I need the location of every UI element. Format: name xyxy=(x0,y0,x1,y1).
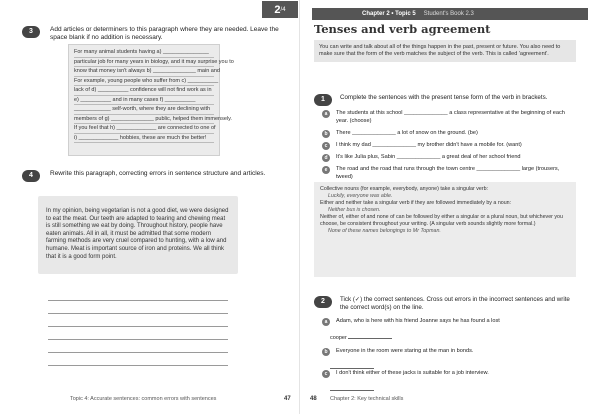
item-text: I don't think either of these jacks is suitable for a job interview. xyxy=(336,370,489,376)
item-letter: a xyxy=(322,318,330,326)
task-3-line: i) _____________ hobbies, these are much the better! xyxy=(74,134,214,144)
item-text: The road and the road that runs through the town centre ______________ large (trousers, tweed) xyxy=(336,166,560,180)
answer-line[interactable] xyxy=(48,301,228,314)
task-3-line: For many animal students having a) _______________ xyxy=(74,48,214,58)
left-footer-text: Topic 4: Accurate sentences: common errors with sentences xyxy=(70,396,217,402)
item-text: There ______________ a lot of snow on the ground. (be) xyxy=(336,130,478,136)
task-4-text: Rewrite this paragraph, correcting errors in sentence structure and articles. xyxy=(50,170,266,177)
note-line: Collective nouns (for example, everybody, anyone) take a singular verb: xyxy=(320,186,489,192)
answer-line[interactable] xyxy=(48,340,228,353)
task-3-line: ____________ self-worth, where they are declining with xyxy=(74,105,214,115)
task-4-instruction xyxy=(22,170,280,182)
task-4-number: 4 xyxy=(22,170,40,182)
chapter-label: Chapter 2 • Topic 5 xyxy=(362,11,416,17)
task-3-line: For example, young people who suffer from c) __________ xyxy=(74,77,214,87)
question-2-text: Tick (✓) the correct sentences. Cross out errors in the incorrect sentences and write the correct word(s) on the line. xyxy=(340,296,570,311)
task-3-paragraph xyxy=(68,44,234,156)
answer-2a-text: cooper xyxy=(330,335,347,341)
task-4-paragraph: In my opinion, being vegetarian is not a good diet, we were designed to eat the meat. Our teeth are adapted to tearing and chewing meat is still something we eat by doing. Throughout history, people have eaten animals. All in all, it must be admitted that some modern farming methods are very cruel compared to hunting, with a low and humane. Meat is important source of iron and proteins. We all think that it is a good form point. xyxy=(46,208,229,260)
question-1a xyxy=(322,110,571,125)
answer-blank[interactable] xyxy=(330,362,374,369)
answer-line[interactable] xyxy=(48,327,228,340)
question-1c xyxy=(322,142,571,150)
task-3-line: If you feel that h) _____________ are connected to one of xyxy=(74,124,214,134)
answer-line[interactable] xyxy=(48,288,228,301)
item-letter: d xyxy=(322,154,330,162)
note-example: Luckily, everyone was able. xyxy=(328,193,393,199)
question-1e xyxy=(322,166,571,181)
item-text: Everyone in the room were staring at the man in bonds. xyxy=(336,348,474,354)
question-1-number: 1 xyxy=(314,94,332,106)
question-2a xyxy=(322,318,571,326)
item-letter: b xyxy=(322,130,330,138)
note-line: Either and neither take a singular verb if they are followed immediately by a noun: xyxy=(320,200,512,206)
task-4-paragraph-box xyxy=(38,196,238,274)
task-3-line: lack of d) __________ confidence will not find work as in xyxy=(74,86,214,96)
item-letter: c xyxy=(322,142,330,150)
question-1b xyxy=(322,130,571,138)
question-2-heading xyxy=(314,296,570,312)
item-text: It's like Julia plus, Sabin ______________ a great deal of her school friend xyxy=(336,154,521,160)
question-1d xyxy=(322,154,571,162)
page-title: Tenses and verb agreement xyxy=(314,22,491,36)
task-3-number: 3 xyxy=(22,26,40,38)
note-line: Neither of, either of and none of can be followed by either a singular or a plural noun, but whichever you choose, be consistent throughout your writing. (A singular verb sounds slightly more formal.) xyxy=(320,214,563,227)
item-text: Adam, who is here with his friend Joanne says he has found a lost xyxy=(336,318,500,324)
question-2b xyxy=(322,348,571,356)
answer-blank[interactable] xyxy=(348,332,392,339)
book-label: Student's Book 2.3 xyxy=(423,11,474,17)
question-2-number: 2 xyxy=(314,296,332,308)
item-letter: a xyxy=(322,110,330,118)
task-3-text: Add articles or determiners to this paragraph where they are needed. Leave the space blank if no addition is necessary. xyxy=(50,26,279,41)
item-letter: e xyxy=(322,166,330,174)
chapter-fraction: /4 xyxy=(280,6,286,13)
question-2c xyxy=(322,370,571,378)
chapter-header xyxy=(312,8,588,20)
answer-line[interactable] xyxy=(48,353,228,366)
item-letter: b xyxy=(322,348,330,356)
answer-lines[interactable] xyxy=(48,288,228,366)
answer-blank[interactable] xyxy=(330,384,374,391)
item-text: The students at this school ______________ a class representative at the beginning of each year. (choose) xyxy=(336,110,565,124)
chapter-number: 2 xyxy=(274,3,281,16)
note-example: Neither bus is chosen. xyxy=(328,207,381,213)
right-page xyxy=(300,0,600,414)
task-3-line: know that money isn't always b) ______________ main and xyxy=(74,67,214,77)
intro-box: You can write and talk about all of the things happen in the past, present or future. You also need to make sure that the form of the verb matches the subject of the verb. This is called 'agreement'. xyxy=(314,40,576,62)
right-footer-text: Chapter 2: Key technical skills xyxy=(330,396,404,402)
note-example: None of these names belongings to Mr Topman. xyxy=(328,228,441,234)
task-3-line: members of g) ______________ public, helped them immensely. xyxy=(74,115,214,125)
task-3-instruction xyxy=(22,26,280,42)
answer-2a[interactable] xyxy=(330,332,392,341)
question-1-heading xyxy=(314,94,570,106)
question-1-text: Complete the sentences with the present tense form of the verb in brackets. xyxy=(340,94,548,101)
item-text: I think my dad ______________ my brother didn't have a mobile for. (want) xyxy=(336,142,522,148)
answer-line[interactable] xyxy=(48,314,228,327)
grammar-note-box xyxy=(314,182,576,277)
task-3-line: e) __________ and in many cases f) __________ xyxy=(74,96,214,106)
chapter-number-tab xyxy=(262,1,298,18)
left-page-number: 47 xyxy=(284,396,291,402)
task-3-line: particular job for many years in biology, and it may surprise you to xyxy=(74,58,214,68)
right-page-number: 48 xyxy=(310,396,317,402)
item-letter: c xyxy=(322,370,330,378)
